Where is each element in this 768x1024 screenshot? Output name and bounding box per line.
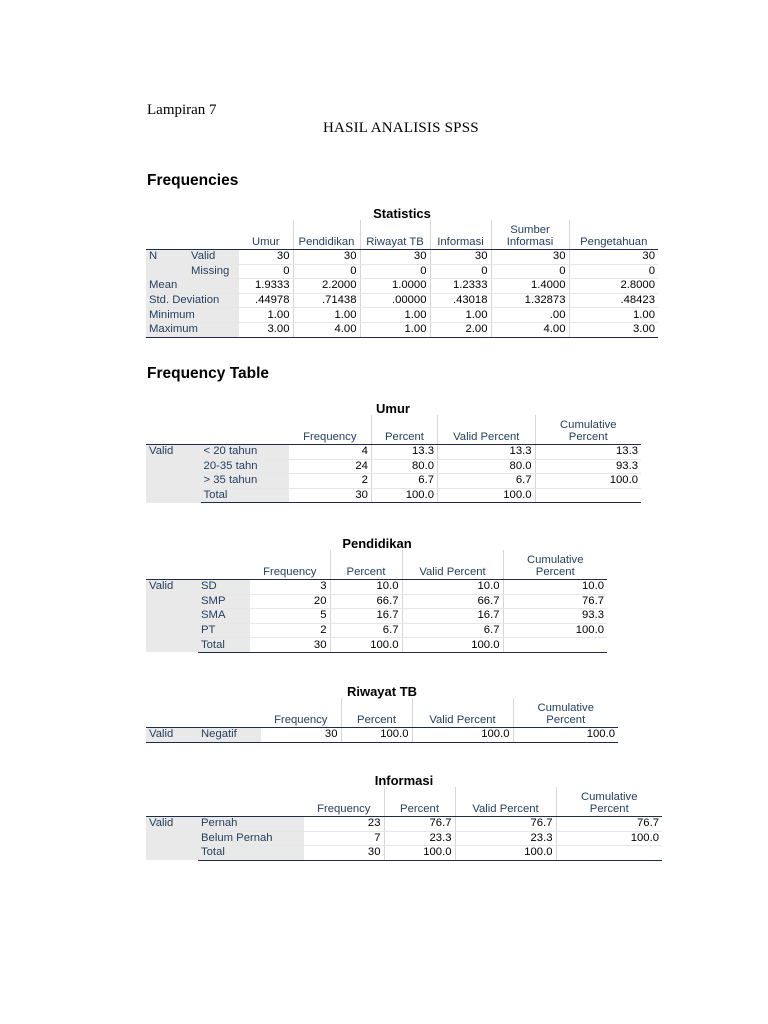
cumulative-line-2: Percent — [568, 431, 608, 443]
stat-cell: .00 — [491, 308, 569, 323]
valid-label: Valid — [146, 445, 201, 503]
umur-header-row — [146, 415, 641, 445]
stat-cell: 3.00 — [569, 322, 658, 337]
cumulative-line-2: Percent — [546, 714, 586, 726]
frequency-cell: 30 — [250, 638, 330, 653]
statistics-title: Statistics — [373, 206, 431, 221]
row-label: Mean — [146, 279, 239, 294]
stat-cell: .48423 — [569, 293, 658, 308]
cumulative-percent-cell: 100.0 — [535, 474, 641, 489]
stat-cell: .71438 — [293, 293, 360, 308]
percent-cell: 76.7 — [384, 817, 455, 832]
percent-cell: 6.7 — [330, 623, 402, 638]
stat-cell: 1.00 — [239, 308, 293, 323]
riwayat-tb-header-row — [146, 698, 618, 728]
frequency-cell: 4 — [289, 445, 372, 460]
row-label: PT — [198, 623, 250, 638]
stat-cell: 1.0000 — [360, 279, 430, 294]
umur-title: Umur — [376, 401, 410, 416]
cumulative-percent-cell — [556, 846, 662, 861]
frequency-cell: 5 — [250, 609, 330, 624]
table-row — [146, 846, 662, 861]
cumulative-percent-cell: 76.7 — [503, 594, 607, 609]
col-header-frequency: Frequency — [304, 787, 384, 817]
table-row — [146, 728, 618, 743]
stat-cell: 30 — [293, 250, 360, 265]
valid-percent-cell: 100.0 — [412, 728, 513, 743]
stat-cell: 30 — [491, 250, 569, 265]
frequency-cell: 30 — [289, 488, 372, 503]
frequency-cell: 24 — [289, 459, 372, 474]
percent-cell: 6.7 — [371, 474, 437, 489]
table-row — [146, 817, 662, 832]
statistics-header-row — [146, 220, 658, 250]
row-label: SMA — [198, 609, 250, 624]
col-header-frequency: Frequency — [261, 698, 341, 728]
stat-cell: .44978 — [239, 293, 293, 308]
col-header-riwayat-tb: Riwayat TB — [360, 220, 430, 250]
frequency-cell: 2 — [289, 474, 372, 489]
percent-cell: 100.0 — [341, 728, 412, 743]
table-row — [146, 322, 658, 337]
col-header-percent: Percent — [341, 698, 412, 728]
pendidikan-header-row — [146, 550, 607, 580]
sumber-line-1: Sumber — [510, 224, 550, 236]
stat-cell: 30 — [239, 250, 293, 265]
table-row — [146, 474, 641, 489]
appendix-label: Lampiran 7 — [147, 102, 217, 118]
stat-cell: 1.00 — [430, 308, 491, 323]
valid-percent-cell: 23.3 — [455, 831, 556, 846]
col-header-cumulative-percent — [556, 787, 662, 817]
cumulative-percent-cell: 10.0 — [503, 580, 607, 595]
row-label: Total — [198, 846, 304, 861]
stat-cell: 1.00 — [360, 308, 430, 323]
col-header-valid-percent: Valid Percent — [402, 550, 503, 580]
valid-percent-cell: 66.7 — [402, 594, 503, 609]
row-label: Maximum — [146, 322, 239, 337]
col-header-umur: Umur — [239, 220, 293, 250]
valid-percent-cell: 100.0 — [438, 488, 536, 503]
stat-cell: 1.2333 — [430, 279, 491, 294]
cumulative-line-1: Cumulative — [560, 419, 617, 431]
valid-percent-cell: 6.7 — [438, 474, 536, 489]
stat-cell: 0 — [430, 264, 491, 279]
table-row — [146, 264, 658, 279]
stat-cell: 2.00 — [430, 322, 491, 337]
valid-percent-cell: 13.3 — [438, 445, 536, 460]
row-label: Belum Pernah — [198, 831, 304, 846]
statistics-table — [146, 220, 658, 338]
cumulative-percent-cell: 100.0 — [513, 728, 618, 743]
cumulative-percent-cell — [535, 488, 641, 503]
col-header-cumulative-percent — [513, 698, 618, 728]
cumulative-line-1: Cumulative — [537, 702, 594, 714]
percent-cell: 100.0 — [330, 638, 402, 653]
cumulative-percent-cell: 93.3 — [503, 609, 607, 624]
cumulative-percent-cell: 13.3 — [535, 445, 641, 460]
riwayat-tb-table — [146, 698, 618, 743]
stat-cell: 3.00 — [239, 322, 293, 337]
frequencies-heading: Frequencies — [147, 172, 239, 189]
percent-cell: 13.3 — [371, 445, 437, 460]
frequency-table-heading: Frequency Table — [147, 365, 270, 382]
table-row — [146, 609, 607, 624]
row-label: < 20 tahun — [201, 445, 289, 460]
col-header-cumulative-percent — [503, 550, 607, 580]
stat-cell: 2.2000 — [293, 279, 360, 294]
row-label: Minimum — [146, 308, 239, 323]
col-header-valid-percent: Valid Percent — [455, 787, 556, 817]
percent-cell: 66.7 — [330, 594, 402, 609]
stat-cell: 30 — [569, 250, 658, 265]
frequency-cell: 30 — [304, 846, 384, 861]
table-row — [146, 459, 641, 474]
cumulative-line-2: Percent — [589, 803, 629, 815]
col-header-cumulative-percent — [535, 415, 641, 445]
valid-percent-cell: 100.0 — [402, 638, 503, 653]
informasi-title: Informasi — [374, 773, 434, 788]
valid-label: Valid — [146, 728, 198, 743]
stat-cell: 1.32873 — [491, 293, 569, 308]
cumulative-percent-cell: 100.0 — [556, 831, 662, 846]
percent-cell: 100.0 — [384, 846, 455, 861]
percent-cell: 10.0 — [330, 580, 402, 595]
stat-cell: .00000 — [360, 293, 430, 308]
stat-cell: 30 — [360, 250, 430, 265]
col-header-percent: Percent — [330, 550, 402, 580]
table-row — [146, 580, 607, 595]
frequency-cell: 20 — [250, 594, 330, 609]
table-row — [146, 488, 641, 503]
col-header-percent: Percent — [384, 787, 455, 817]
cumulative-percent-cell: 76.7 — [556, 817, 662, 832]
row-label: 20-35 tahn — [201, 459, 289, 474]
table-row — [146, 293, 658, 308]
stat-cell: 1.00 — [293, 308, 360, 323]
stat-cell: 0 — [569, 264, 658, 279]
col-header-informasi: Informasi — [430, 220, 491, 250]
pendidikan-title: Pendidikan — [342, 536, 412, 551]
row-label: SD — [198, 580, 250, 595]
pendidikan-table — [146, 550, 607, 653]
percent-cell: 80.0 — [371, 459, 437, 474]
row-label: Total — [201, 488, 289, 503]
row-label: Missing — [188, 264, 239, 279]
valid-percent-cell: 100.0 — [455, 846, 556, 861]
table-row — [146, 445, 641, 460]
informasi-header-row — [146, 787, 662, 817]
cumulative-line-2: Percent — [535, 566, 575, 578]
row-label: Total — [198, 638, 250, 653]
valid-percent-cell: 6.7 — [402, 623, 503, 638]
stat-cell: 1.9333 — [239, 279, 293, 294]
row-label: > 35 tahun — [201, 474, 289, 489]
col-header-sumber-informasi — [491, 220, 569, 250]
table-row — [146, 623, 607, 638]
table-row — [146, 308, 658, 323]
document-title: HASIL ANALISIS SPSS — [323, 120, 479, 136]
table-row — [146, 250, 658, 265]
col-header-pengetahuan: Pengetahuan — [569, 220, 658, 250]
stat-cell: 0 — [491, 264, 569, 279]
stat-cell: 1.4000 — [491, 279, 569, 294]
n-label: N — [146, 250, 188, 279]
cumulative-line-1: Cumulative — [580, 791, 638, 803]
frequency-cell: 7 — [304, 831, 384, 846]
row-label: Pernah — [198, 817, 304, 832]
cumulative-line-1: Cumulative — [526, 554, 584, 566]
frequency-cell: 2 — [250, 623, 330, 638]
col-header-frequency: Frequency — [250, 550, 330, 580]
valid-label: Valid — [146, 817, 198, 861]
row-label: Negatif — [198, 728, 261, 743]
cumulative-percent-cell — [503, 638, 607, 653]
umur-table — [146, 415, 641, 503]
frequency-cell: 3 — [250, 580, 330, 595]
col-header-frequency: Frequency — [289, 415, 372, 445]
cumulative-percent-cell: 100.0 — [503, 623, 607, 638]
percent-cell: 23.3 — [384, 831, 455, 846]
stat-cell: 0 — [293, 264, 360, 279]
percent-cell: 100.0 — [371, 488, 437, 503]
stat-cell: 4.00 — [491, 322, 569, 337]
stat-cell: 0 — [239, 264, 293, 279]
table-row — [146, 638, 607, 653]
percent-cell: 16.7 — [330, 609, 402, 624]
stat-cell: 4.00 — [293, 322, 360, 337]
riwayat-tb-title: Riwayat TB — [346, 684, 418, 699]
cumulative-percent-cell: 93.3 — [535, 459, 641, 474]
stat-cell: 1.00 — [569, 308, 658, 323]
sumber-line-2: Informasi — [506, 236, 554, 248]
row-label: Std. Deviation — [146, 293, 239, 308]
informasi-table — [146, 787, 662, 861]
row-label: Valid — [188, 250, 239, 265]
frequency-cell: 23 — [304, 817, 384, 832]
col-header-valid-percent: Valid Percent — [412, 698, 513, 728]
stat-cell: 30 — [430, 250, 491, 265]
table-row — [146, 831, 662, 846]
stat-cell: 2.8000 — [569, 279, 658, 294]
col-header-pendidikan: Pendidikan — [293, 220, 360, 250]
table-row — [146, 279, 658, 294]
frequency-cell: 30 — [261, 728, 341, 743]
stat-cell: 1.00 — [360, 322, 430, 337]
stat-cell: .43018 — [430, 293, 491, 308]
col-header-percent: Percent — [371, 415, 437, 445]
stat-cell: 0 — [360, 264, 430, 279]
valid-percent-cell: 80.0 — [438, 459, 536, 474]
valid-percent-cell: 16.7 — [402, 609, 503, 624]
valid-percent-cell: 10.0 — [402, 580, 503, 595]
table-row — [146, 594, 607, 609]
col-header-valid-percent: Valid Percent — [438, 415, 536, 445]
valid-percent-cell: 76.7 — [455, 817, 556, 832]
row-label: SMP — [198, 594, 250, 609]
valid-label: Valid — [146, 580, 198, 653]
